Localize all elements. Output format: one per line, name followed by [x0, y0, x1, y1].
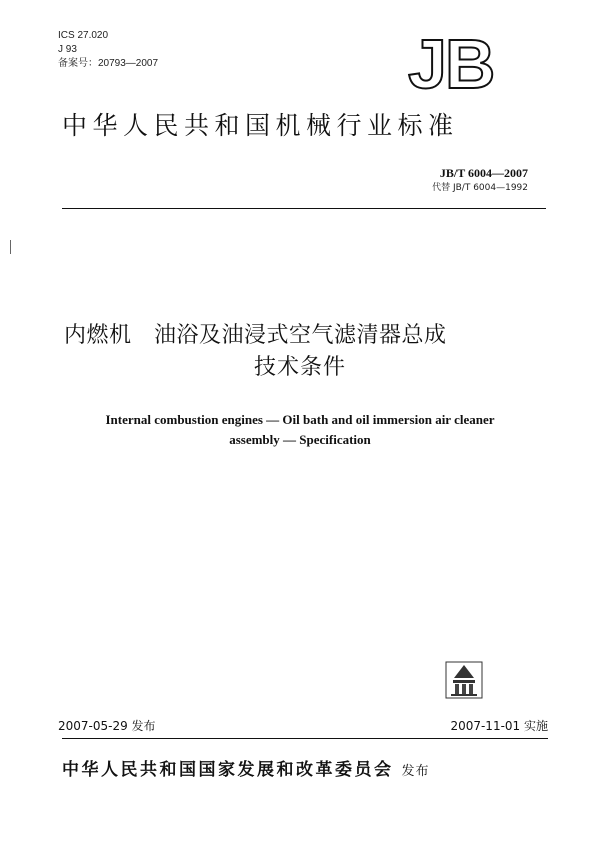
implementation-date: 2007-11-01 实施: [450, 719, 548, 733]
filing-number: 备案号：20793—2007: [58, 58, 159, 69]
title-cn-line1: 内燃机 油浴及油浸式空气滤清器总成: [64, 323, 447, 348]
publisher-name: 中华人民共和国国家发展和改革委员会: [62, 760, 394, 780]
publish-word: 发布: [401, 764, 430, 779]
ics-code: ICS 27.020: [58, 30, 109, 41]
title-en-line1: Internal combustion engines — Oil bath and oil immersion air cleaner: [105, 412, 495, 427]
classification-code: J 93: [58, 44, 77, 55]
page-edge-mark: [10, 240, 11, 254]
jb-logo: JB: [408, 25, 494, 103]
issue-date: 2007-05-29 发布: [58, 719, 156, 733]
standard-number: JB/T 6004—2007: [439, 166, 528, 180]
header-divider: [62, 208, 546, 209]
publisher: [62, 758, 430, 784]
title-cn-line2: 技术条件: [253, 355, 346, 380]
industry-title: 中华人民共和国机械行业标准: [62, 111, 459, 140]
publisher-emblem: [444, 660, 484, 700]
replaces-note: 代替 JB/T 6004—1992: [432, 183, 528, 193]
title-en-line2: assembly — Specification: [229, 432, 371, 447]
footer-divider: [62, 738, 548, 739]
